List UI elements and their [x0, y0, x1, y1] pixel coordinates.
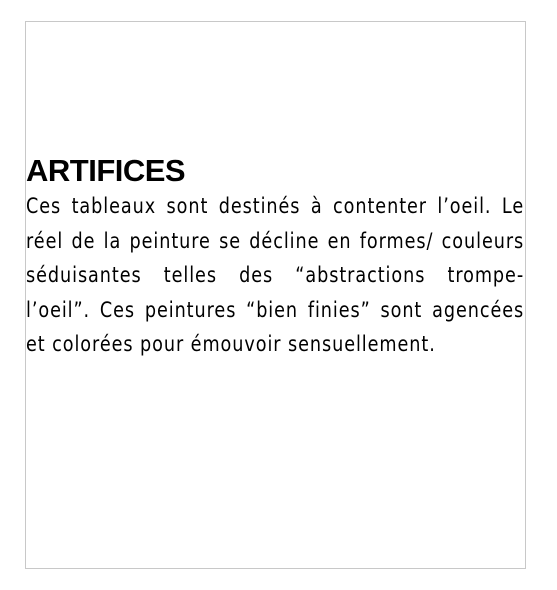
section-paragraph: Ces tableaux sont destinés à contenter l’oeil. Le réel de la peinture se décline en formes/ couleurs séduisantes telles des “abstractions trompe-l’oeil”. Ces peintures “bien finies” sont agencées et colorées pour émouvoir sensuellement. — [26, 194, 525, 356]
section-title: ARTIFICES — [26, 153, 186, 188]
text-block — [26, 153, 524, 362]
